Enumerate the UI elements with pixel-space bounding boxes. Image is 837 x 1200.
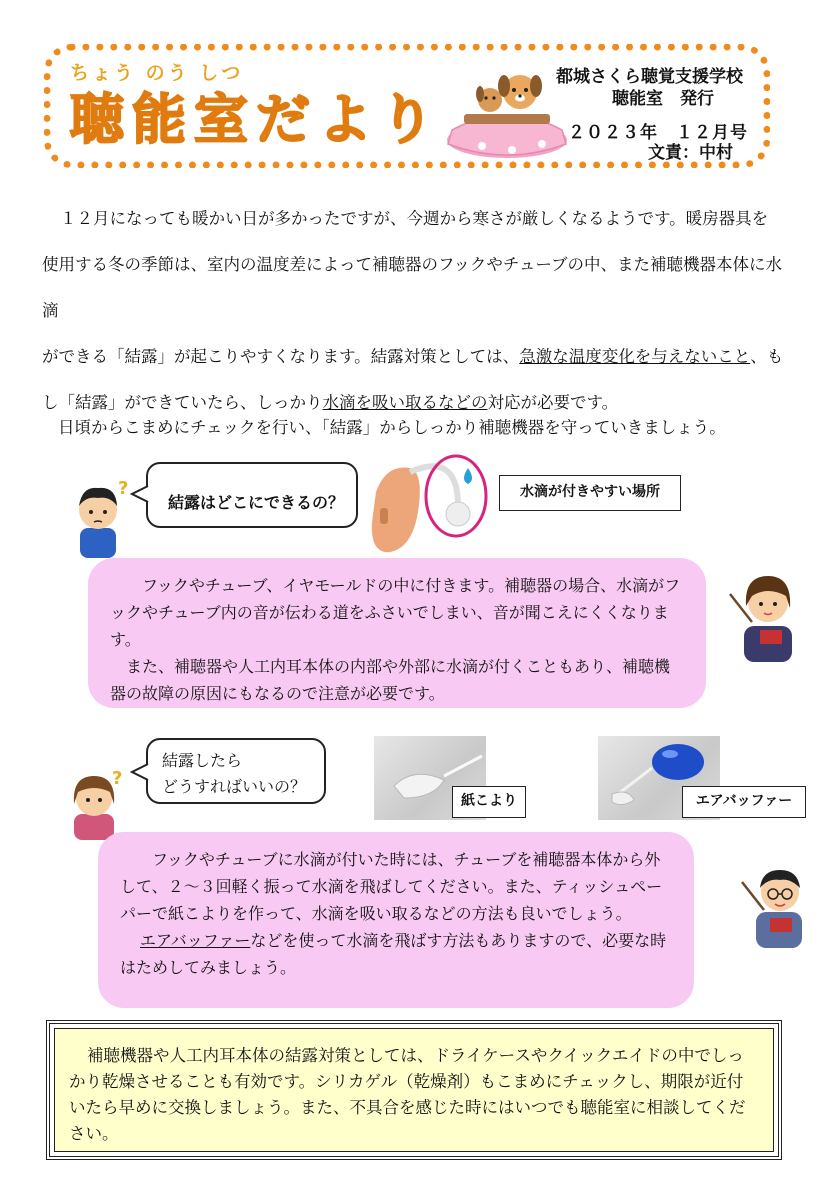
answer-paragraph: エアバッファーなどを使って水滴を飛ばす方法もありますので、必要な時はためしてみましょう。 (120, 931, 667, 977)
svg-text:?: ? (118, 478, 129, 499)
school-name: 都城さくら聴覚支援学校 (556, 67, 743, 87)
hearing-aid-illustration (366, 452, 494, 558)
intro-line: ができる「結露」が起こりやすくなります。結露対策としては、急激な温度変化を与えないこと、も (42, 347, 784, 366)
publisher: 聴能室 発行 (612, 89, 714, 109)
speech-tail (130, 484, 150, 504)
svg-text:?: ? (112, 768, 123, 789)
answer-bubble-1 (88, 558, 706, 708)
boy-question-illustration (66, 476, 136, 560)
speech-tail (130, 762, 150, 782)
teacher-woman-illustration (726, 566, 806, 666)
question-bubble-2 (146, 738, 326, 804)
girl-question-illustration (62, 764, 132, 840)
dogs-kotatsu-illustration (442, 70, 572, 162)
note-inner (54, 1028, 774, 1152)
question-text: 結露したら (162, 751, 243, 770)
answer-paragraph: フックやチューブ、イヤモールドの中に付きます。補聴器の場合、水滴がフックやチューブ内の音が伝わる道をふさいでしまい、音が聞こえにくくなります。 (110, 576, 681, 649)
note-box (46, 1020, 782, 1160)
note-text: 補聴機器や人工内耳本体の結露対策としては、ドライケースやクイックエイドの中でしっかり乾燥させることも有効です。シリカゲル（乾燥剤）もこまめにチェックし、期限が近付いたら早めに交換しましょう。また、不具合を感じた時にはいつでも聴能室に相談してください。 (69, 1046, 746, 1143)
underlined-text: 水滴を吸い取るなどの (322, 393, 488, 412)
issue-date: ２０２３年 １２月号 (568, 123, 748, 143)
underlined-text: 急激な温度変化を与えないこと (519, 347, 751, 366)
teacher-man-illustration (738, 862, 818, 950)
image-caption: 水滴が付きやすい場所 (499, 475, 681, 511)
photo-caption: 紙こより (452, 786, 526, 818)
answer-bubble-2 (98, 832, 694, 1008)
photo-caption: エアバッファー (682, 786, 806, 818)
underlined-text: エアバッファー (140, 931, 251, 950)
question-text: どうすればいいの？ (162, 777, 307, 796)
intro-line: 使用する冬の季節は、室内の温度差によって補聴器のフックやチューブの中、また補聴機器本体に水滴 (42, 255, 783, 320)
answer-paragraph: また、補聴器や人工内耳本体の内部や外部に水滴が付くこともあり、補聴機器の故障の原因にもなるので注意が必要です。 (110, 657, 671, 703)
author: 文責：中村 (648, 143, 733, 163)
question-text: 結露はどこにできるの？ (168, 493, 345, 512)
title-furigana: ちょう のう しつ (70, 62, 244, 84)
intro-paragraph-2: 日頃からこまめにチェックを行い、「結露」からしっかり補聴機器を守っていきましょう。 (58, 418, 726, 437)
intro-line: し「結露」ができていたら、しっかり水滴を吸い取るなどの対応が必要です。 (42, 393, 619, 412)
answer-paragraph: フックやチューブに水滴が付いた時には、チューブを補聴器本体から外して、２～３回軽く振って水滴を飛ばしてください。また、ティッシュペーパーで紙こよりを作って、水滴を吸い取るなどの方法も良いでしょう。 (120, 850, 663, 923)
question-bubble (146, 462, 358, 528)
newsletter-title: 聴能室だより (70, 88, 442, 151)
intro-line: １２月になっても暖かい日が多かったですが、今週から寒さが厳しくなるようです。暖房器具を (60, 209, 769, 228)
intro-paragraph (42, 196, 792, 426)
